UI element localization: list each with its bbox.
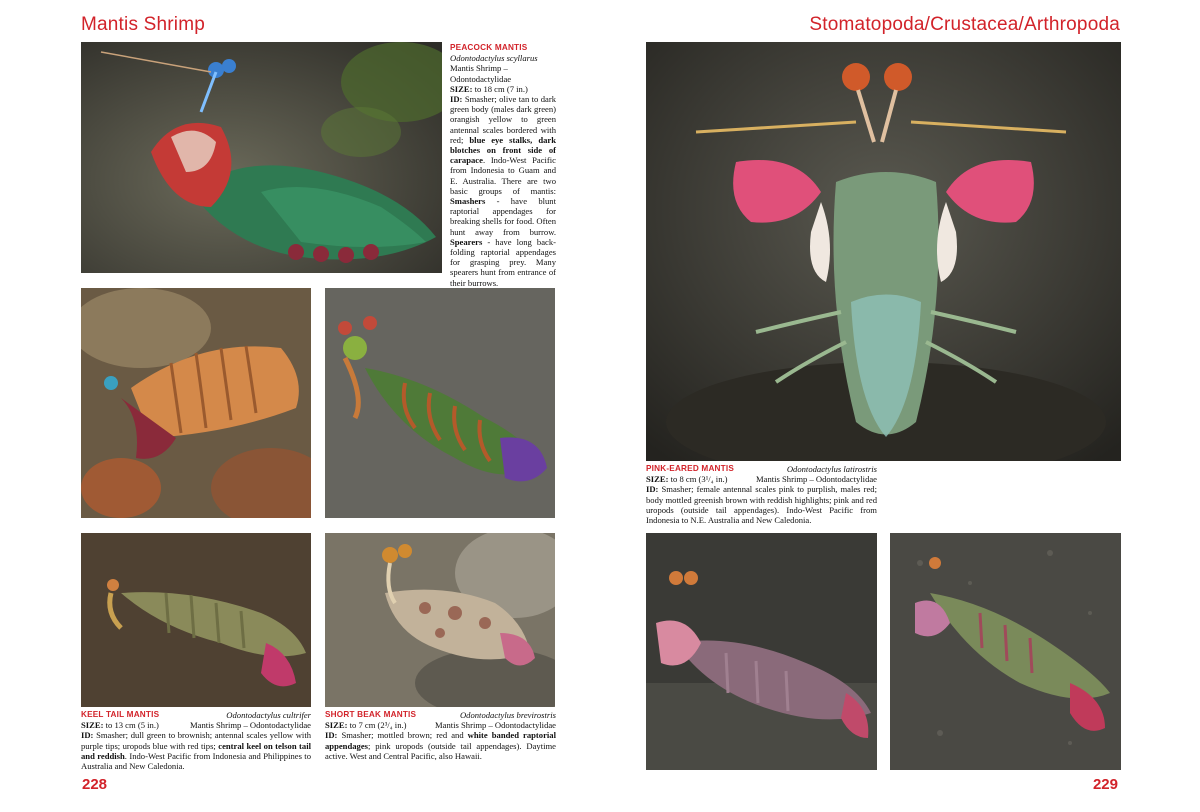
scientific-name: Odontodactylus latirostris (786, 464, 877, 474)
scientific-name: Odontodactylus cultrifer (226, 710, 311, 720)
caption-pink-eared-mantis (646, 464, 877, 525)
photo-peacock-mantis-orange (81, 288, 311, 518)
id-label: ID: (646, 484, 659, 495)
id-text: . Indo-West Pacific from Indonesia to Guam and E. Australia. There are two basic groups of mantis: (450, 155, 556, 196)
size-label: SIZE: (646, 474, 669, 485)
left-page-number: 228 (82, 776, 108, 793)
family-name: Mantis Shrimp – Odontodactylidae (189, 720, 311, 731)
photo-keel-tail-mantis (81, 533, 311, 707)
caption-peacock-mantis (450, 42, 556, 288)
id-text: Smasher; mottled brown; red and (341, 730, 464, 741)
id-text: Smasher; olive tan to dark green body (males dark green) orangish yellow to green antennal scales bordered with red; (450, 94, 556, 145)
photo-peacock-mantis (81, 42, 442, 273)
species-name: PEACOCK MANTIS (450, 43, 528, 52)
size-value: to 18 cm (7 in.) (474, 83, 528, 94)
right-page-header: Stomatopoda/Crustacea/Arthropoda (809, 14, 1120, 35)
id-highlight: white banded raptorial appendages (325, 730, 556, 751)
photo-pink-eared-mantis-side-1 (646, 533, 877, 770)
photo-pink-eared-mantis (646, 42, 1121, 461)
scientific-name: Odontodactylus brevirostris (459, 710, 556, 720)
id-text: Smasher; female antennal scales pink to purplish, males red; body mottled greenish brown with reddish highlights; pink and red uropods (outside tail appendages). Indo-West Pacific from Indonesia to N.E. Australia and New Caledonia. (646, 484, 877, 526)
left-page-header: Mantis Shrimp (81, 14, 206, 35)
size-value: to 13 cm (5 in.) (105, 720, 159, 731)
family-name: Mantis Shrimp – Odontodactylidae (434, 720, 556, 731)
id-text: - have long back-folding raptorial appendages for grasping prey. Many spearers hunt from entrance of their burrows. (450, 236, 556, 288)
species-name: PINK-EARED MANTIS (646, 464, 735, 473)
scientific-name: Odontodactylus scyllarus (450, 53, 538, 64)
caption-short-beak-mantis (325, 710, 556, 761)
right-page-number: 229 (1092, 776, 1118, 793)
photo-pink-eared-mantis-side-2 (890, 533, 1121, 770)
id-label: ID: (450, 94, 463, 105)
id-text: ; pink uropods (outside tail appendages). Daytime active. West and Central Pacific, also Hawaii. (325, 740, 556, 761)
id-text: Smasher; dull green to brownish; antennal scales yellow with purple tips; uropods blue with red tips; (81, 730, 312, 751)
photo-peacock-mantis-green (325, 288, 555, 518)
size-label: SIZE: (450, 83, 473, 94)
id-highlight: Smashers (450, 196, 486, 207)
id-label: ID: (81, 730, 94, 741)
size-value: to 8 cm (3¹/₄ in.) (670, 474, 728, 485)
id-text: - have blunt raptorial appendages for breaking shells for food. Often hunt away from burrow. (450, 196, 556, 237)
species-name: SHORT BEAK MANTIS (325, 710, 417, 719)
family-name: Mantis Shrimp – Odontodactylidae (450, 63, 512, 84)
id-highlight: central keel on telson tail and reddish (81, 740, 311, 761)
id-highlight: Spearers (450, 236, 483, 247)
size-value: to 7 cm (2³/₄ in.) (349, 720, 407, 731)
species-name: KEEL TAIL MANTIS (81, 710, 160, 719)
photo-short-beak-mantis (325, 533, 555, 707)
id-text: . Indo-West Pacific from Indonesia and Philippines to Australia and New Caledonia. (81, 750, 311, 772)
id-highlight: blue eye stalks, dark blotches on front side of carapace (450, 134, 556, 166)
size-label: SIZE: (81, 720, 104, 731)
size-label: SIZE: (325, 720, 348, 731)
family-name: Mantis Shrimp – Odontodactylidae (755, 474, 877, 485)
caption-keel-tail-mantis (81, 710, 311, 771)
id-label: ID: (325, 730, 338, 741)
